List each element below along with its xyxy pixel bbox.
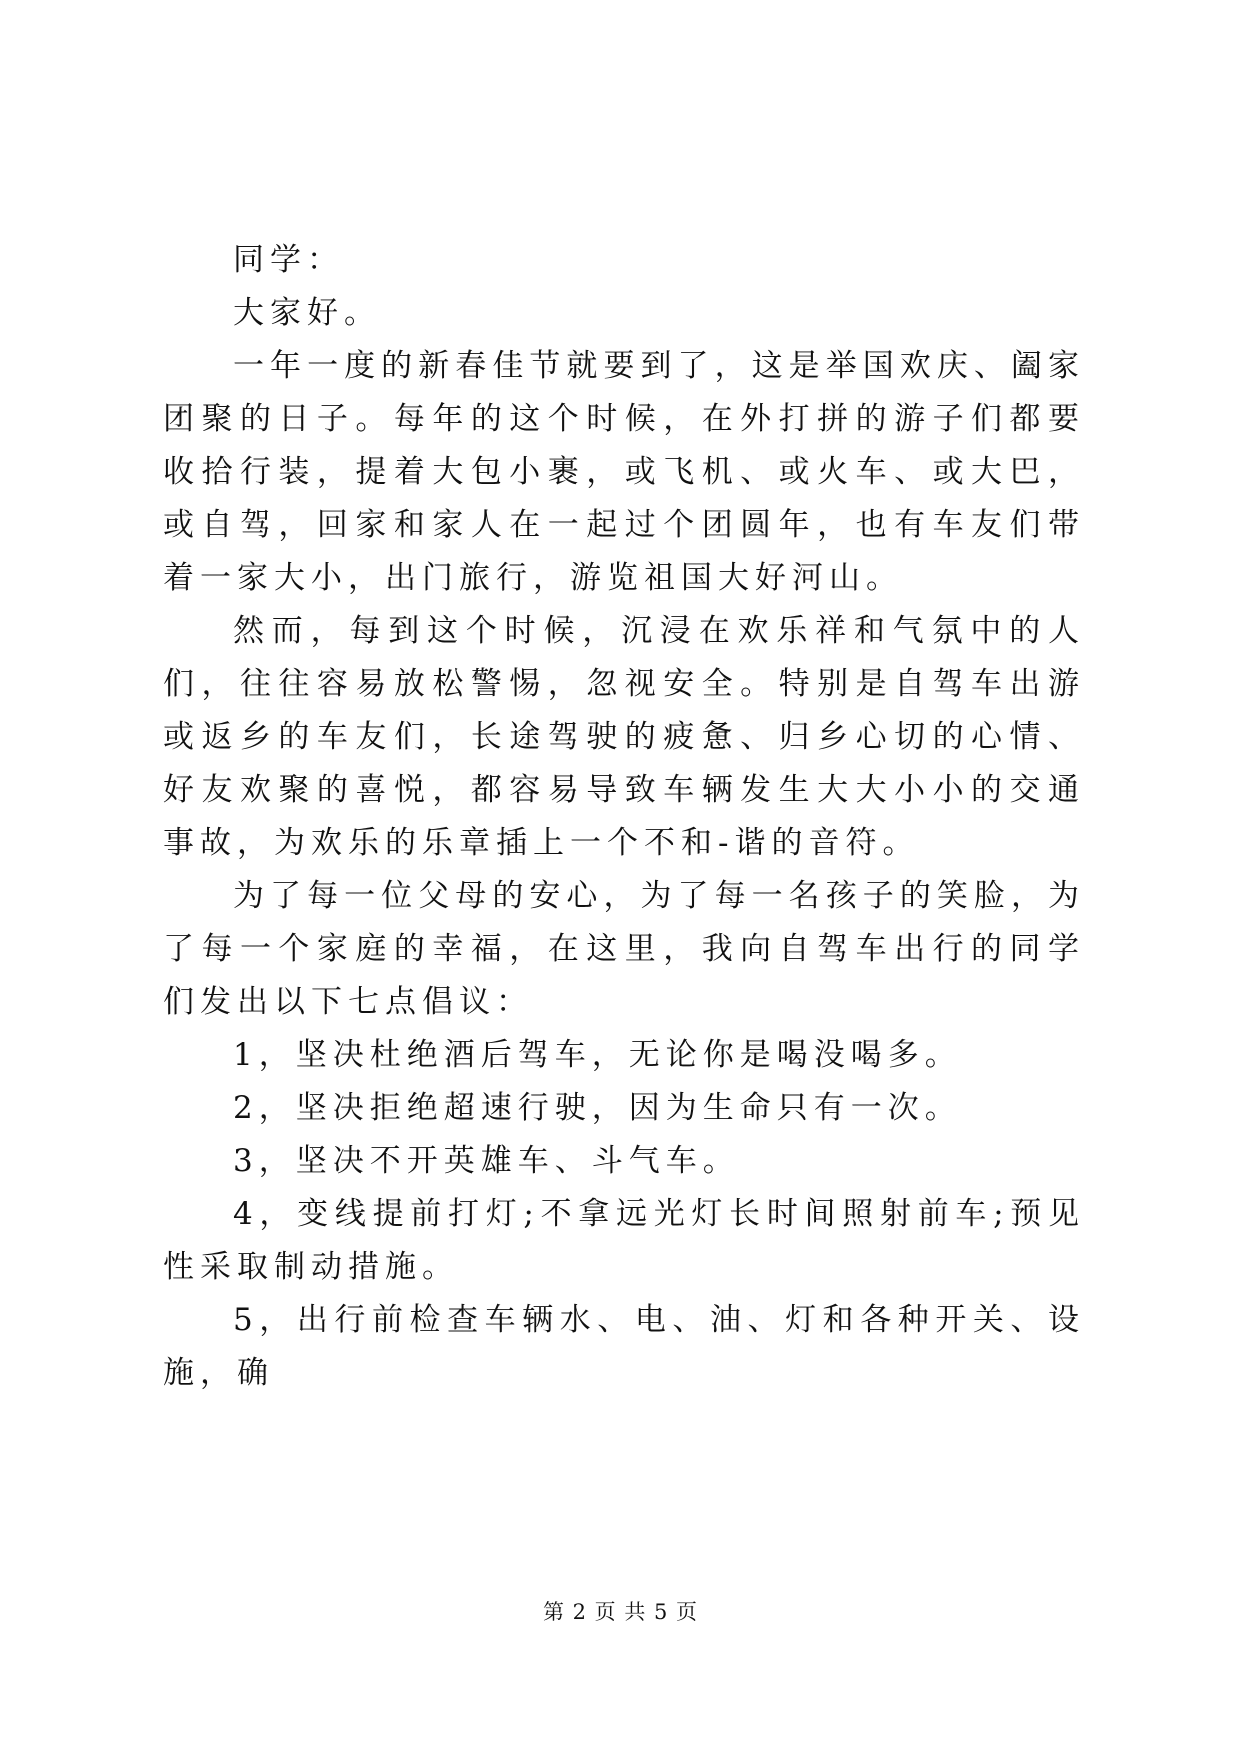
paragraph-item-2: 2，坚决拒绝超速行驶，因为生命只有一次。	[233, 1090, 962, 1126]
paragraph-item-1: 1，坚决杜绝酒后驾车，无论你是喝没喝多。	[233, 1037, 962, 1073]
paragraph-item-4: 4，变线提前打灯;不拿远光灯长时间照射前车;预见性采取制动措施。	[163, 1196, 1085, 1285]
paragraph-proposal: 为了每一位父母的安心，为了每一名孩子的笑脸，为了每一个家庭的幸福，在这里，我向自驾车出行的同学们发出以下七点倡议：	[163, 878, 1085, 1020]
paragraph-salutation: 同学：	[233, 242, 344, 278]
paragraph-greeting: 大家好。	[233, 295, 381, 331]
paragraph-intro: 一年一度的新春佳节就要到了，这是举国欢庆、阖家团聚的日子。每年的这个时候，在外打拼的游子们都要收拾行装，提着大包小裹，或飞机、或火车、或大巴，或自驾，回家和家人在一起过个团圆年，也有车友们带着一家大小，出门旅行，游览祖国大好河山。	[163, 348, 1085, 596]
document-body	[163, 234, 1085, 1400]
page-number-footer: 第 2 页 共 5 页	[542, 1600, 699, 1624]
paragraph-item-3: 3，坚决不开英雄车、斗气车。	[233, 1143, 740, 1179]
paragraph-item-5: 5，出行前检查车辆水、电、油、灯和各种开关、设施，确	[163, 1302, 1085, 1391]
paragraph-warning: 然而，每到这个时候，沉浸在欢乐祥和气氛中的人们，往往容易放松警惕，忽视安全。特别是自驾车出游或返乡的车友们，长途驾驶的疲惫、归乡心切的心情、好友欢聚的喜悦，都容易导致车辆发生大大小小的交通事故，为欢乐的乐章插上一个不和-谐的音符。	[163, 613, 1085, 861]
